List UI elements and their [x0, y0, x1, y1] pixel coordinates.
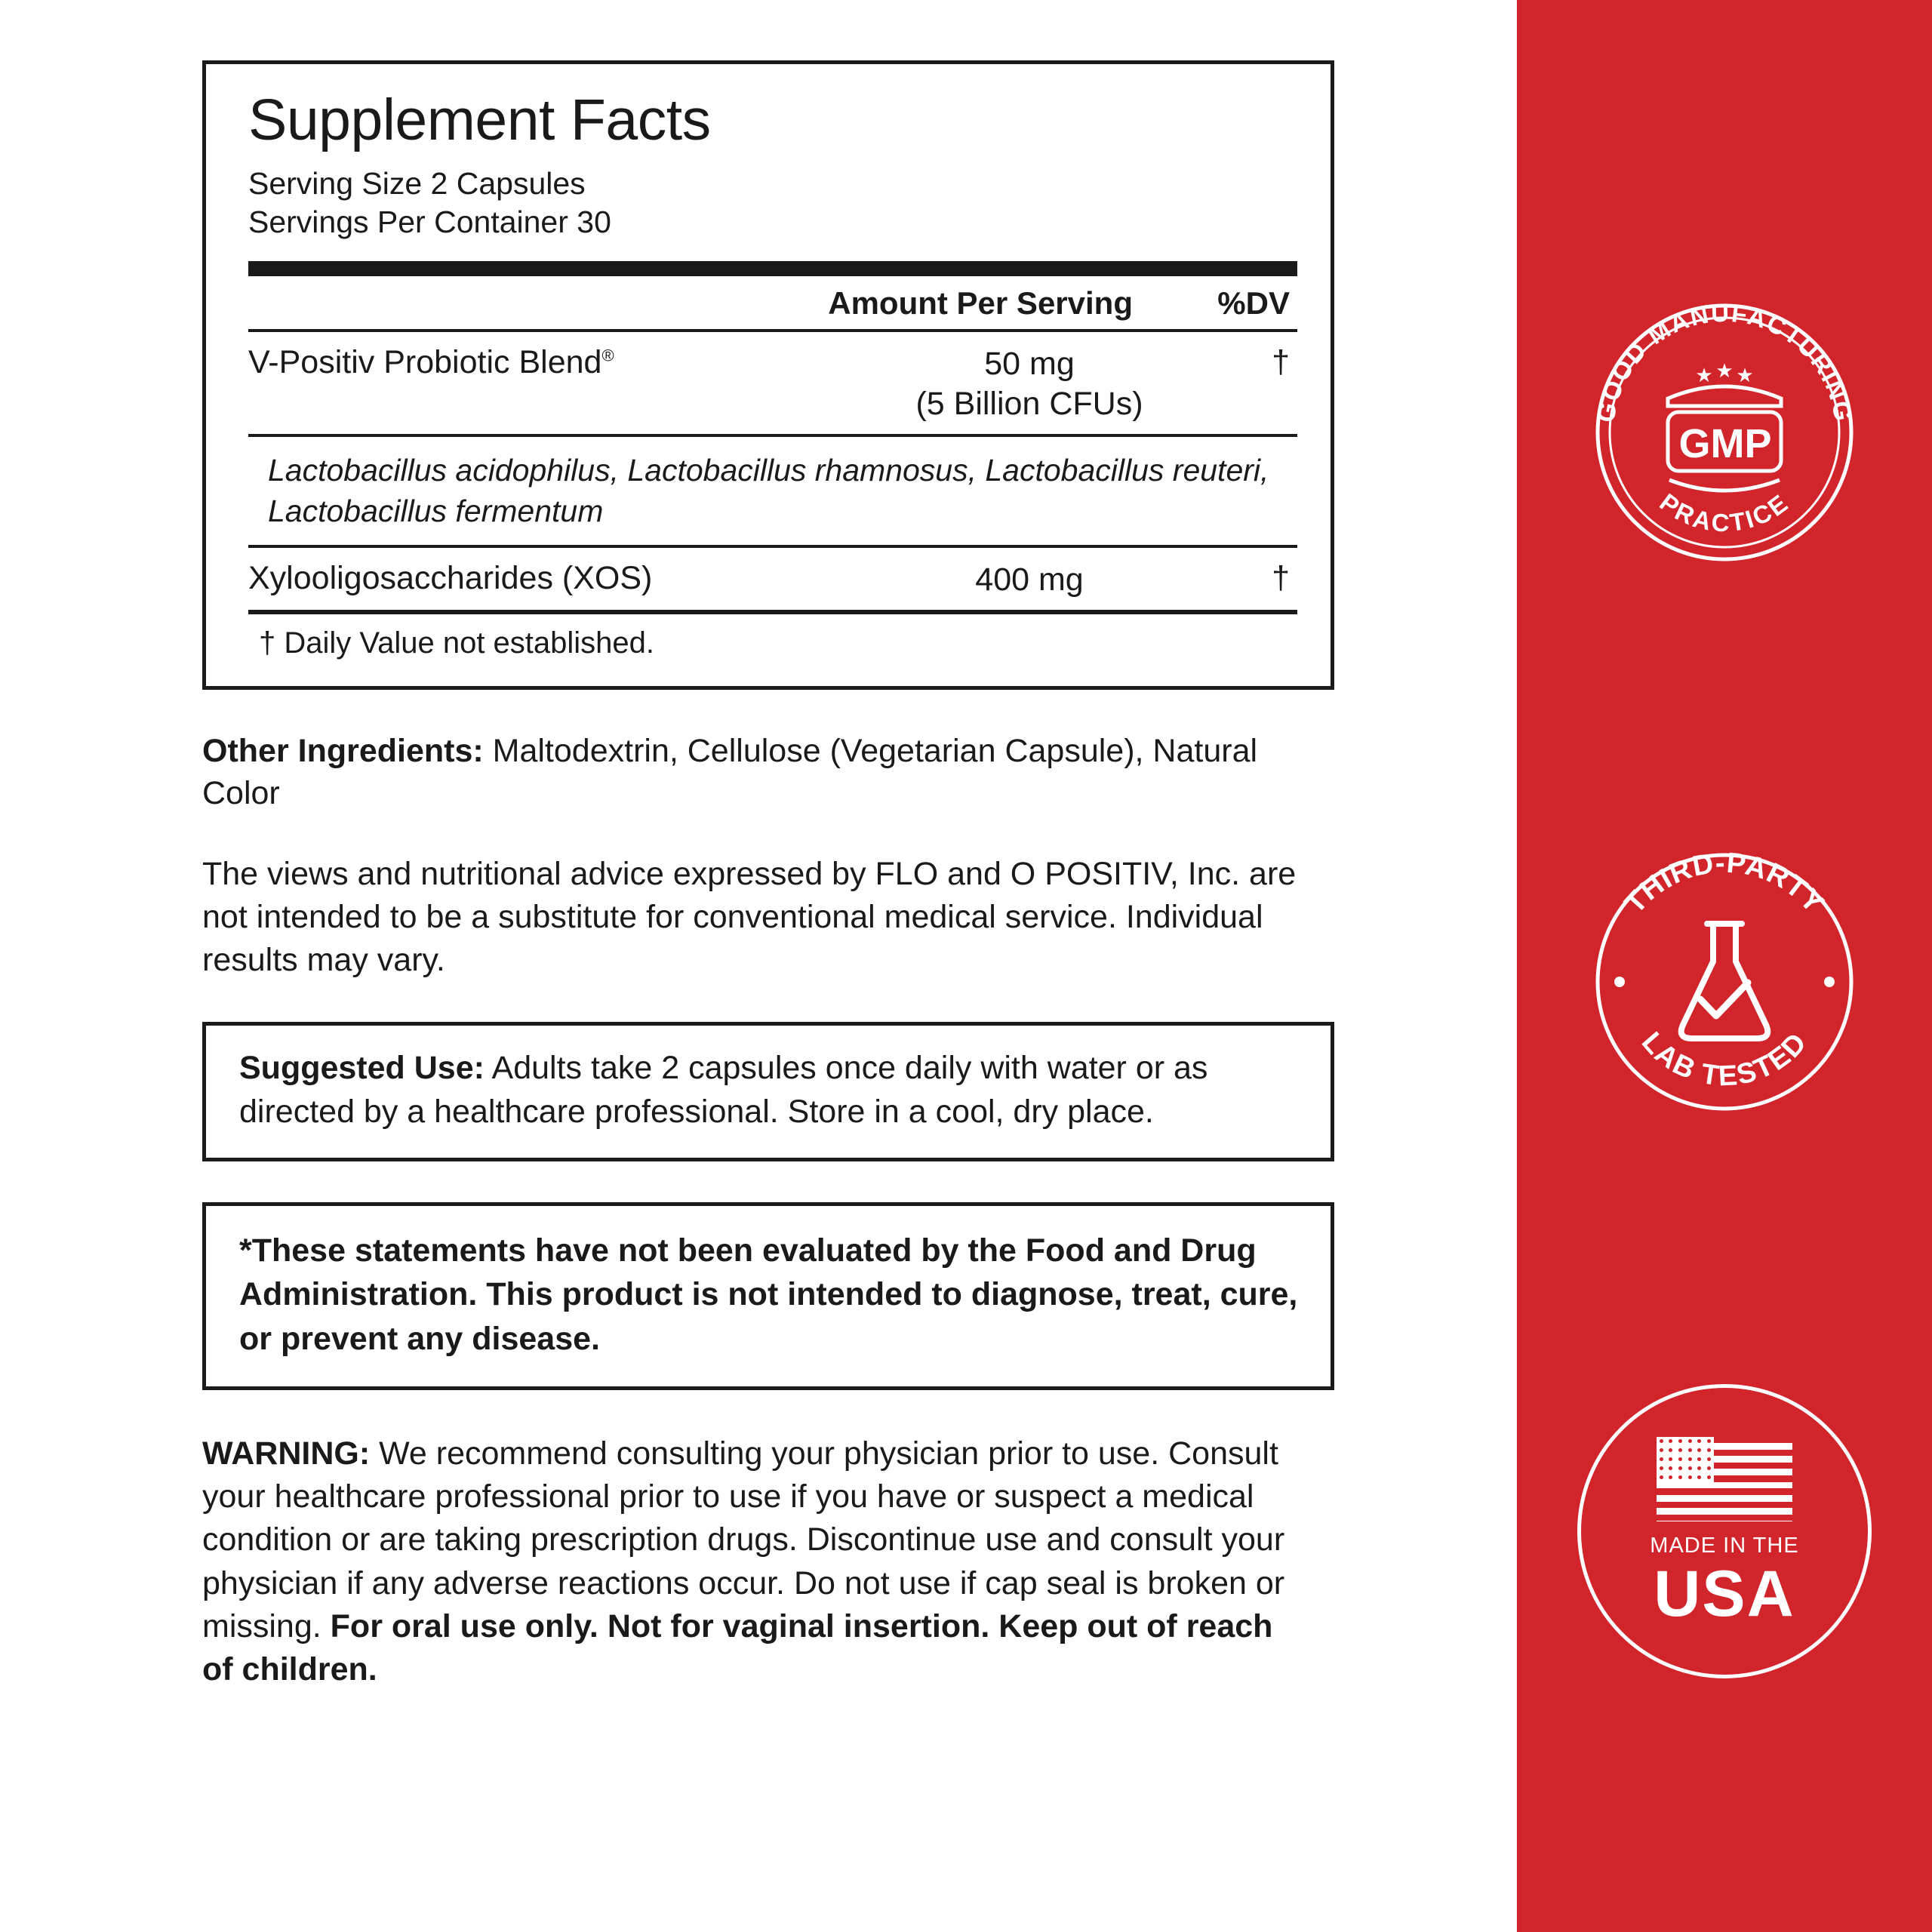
badge-strip	[1517, 0, 1932, 1932]
svg-text:★: ★	[1695, 364, 1713, 386]
svg-text:THIRD-PARTY: THIRD-PARTY	[1619, 847, 1830, 920]
made-in-usa-badge	[1577, 1384, 1872, 1678]
table-row	[248, 332, 1297, 434]
ingredient-name-text: V-Positiv Probiotic Blend	[248, 344, 602, 381]
gmp-badge	[1577, 285, 1872, 580]
column-header-dv: %DV	[1217, 285, 1290, 321]
made-in-the-label: MADE IN THE	[1650, 1533, 1799, 1558]
supplement-facts-box	[202, 60, 1334, 690]
made-in-usa-circle	[1577, 1384, 1872, 1678]
page-title: Supplement Facts	[248, 88, 711, 152]
advice-disclaimer: The views and nutritional advice expressed by FLO and O POSITIV, Inc. are not intended to be a substitute for conventional medical service. Individual results may vary.	[202, 856, 1297, 978]
gmp-badge-icon	[1577, 285, 1872, 580]
ingredient-amount: 400 mg	[975, 561, 1084, 598]
fda-statement-box: *These statements have not been evaluated by the Food and Drug Administration. This product is not intended to diagnose, treat, cure, or prevent any disease.	[202, 1202, 1334, 1390]
ingredient-amount	[867, 344, 1192, 423]
ingredient-amount-secondary: (5 Billion CFUs)	[915, 385, 1143, 422]
suggested-use-text: Adults take 2 capsules once daily with water or as directed by a healthcare professional. Store in a cool, dry place.	[239, 1050, 1208, 1130]
usa-label: USA	[1654, 1557, 1795, 1630]
ingredient-name: Xylooligosaccharides (XOS)	[248, 559, 653, 596]
third-party-lab-tested-badge	[1577, 835, 1872, 1129]
ingredient-dv: †	[1272, 344, 1290, 381]
servings-per-container: Servings Per Container 30	[248, 205, 611, 240]
warning-bold-oral-use: For oral use only. Not for vaginal insertion.	[330, 1607, 990, 1644]
other-ingredients-label: Other Ingredients:	[202, 733, 484, 770]
serving-size: Serving Size 2 Capsules	[248, 165, 586, 201]
ingredient-dv: †	[1272, 559, 1290, 596]
suggested-use-box	[202, 1022, 1334, 1161]
svg-text:★: ★	[1715, 359, 1734, 382]
divider-thick-top	[248, 261, 1297, 276]
other-ingredients	[202, 731, 1274, 815]
other-ingredients-text: Maltodextrin, Cellulose (Vegetarian Capsule), Natural Color	[202, 733, 1258, 812]
svg-text:GMP: GMP	[1678, 421, 1772, 466]
table-row	[248, 548, 1297, 610]
flag-canton	[1657, 1437, 1714, 1482]
warning-bold-keep-out: Keep out of reach of children.	[202, 1607, 1273, 1688]
warning-text	[202, 1432, 1304, 1691]
suggested-use-label: Suggested Use:	[239, 1050, 485, 1087]
probiotic-strain-list: Lactobacillus acidophilus, Lactobacillus rhamnosus, Lactobacillus reuteri, Lactobacillus fermentum	[268, 453, 1269, 528]
svg-text:GOOD MANUFACTURING: GOOD MANUFACTURING	[1591, 298, 1858, 425]
ingredient-name	[248, 344, 867, 381]
svg-text:★: ★	[1736, 364, 1754, 386]
ingredient-amount-primary: 50 mg	[984, 346, 1075, 383]
table-header-row	[248, 276, 1297, 329]
svg-text:PRACTICE: PRACTICE	[1654, 488, 1795, 537]
svg-text:LAB TESTED: LAB TESTED	[1635, 1026, 1814, 1093]
registered-trademark-icon: ®	[601, 346, 614, 366]
lab-flask-icon	[1577, 835, 1872, 1129]
usa-flag-icon	[1657, 1437, 1792, 1521]
warning-body: We recommend consulting your physician prior to use. Consult your healthcare professional prior to use if you have or suspect a medical condition or are taking prescription drugs. Discontinue use and consult your physician if any adverse reactions occur. Do not use if cap seal is broken or missing.	[202, 1435, 1285, 1644]
daily-value-footnote: † Daily Value not established.	[259, 626, 655, 660]
warning-label: WARNING:	[202, 1435, 371, 1472]
column-header-amount: Amount Per Serving	[828, 285, 1133, 321]
